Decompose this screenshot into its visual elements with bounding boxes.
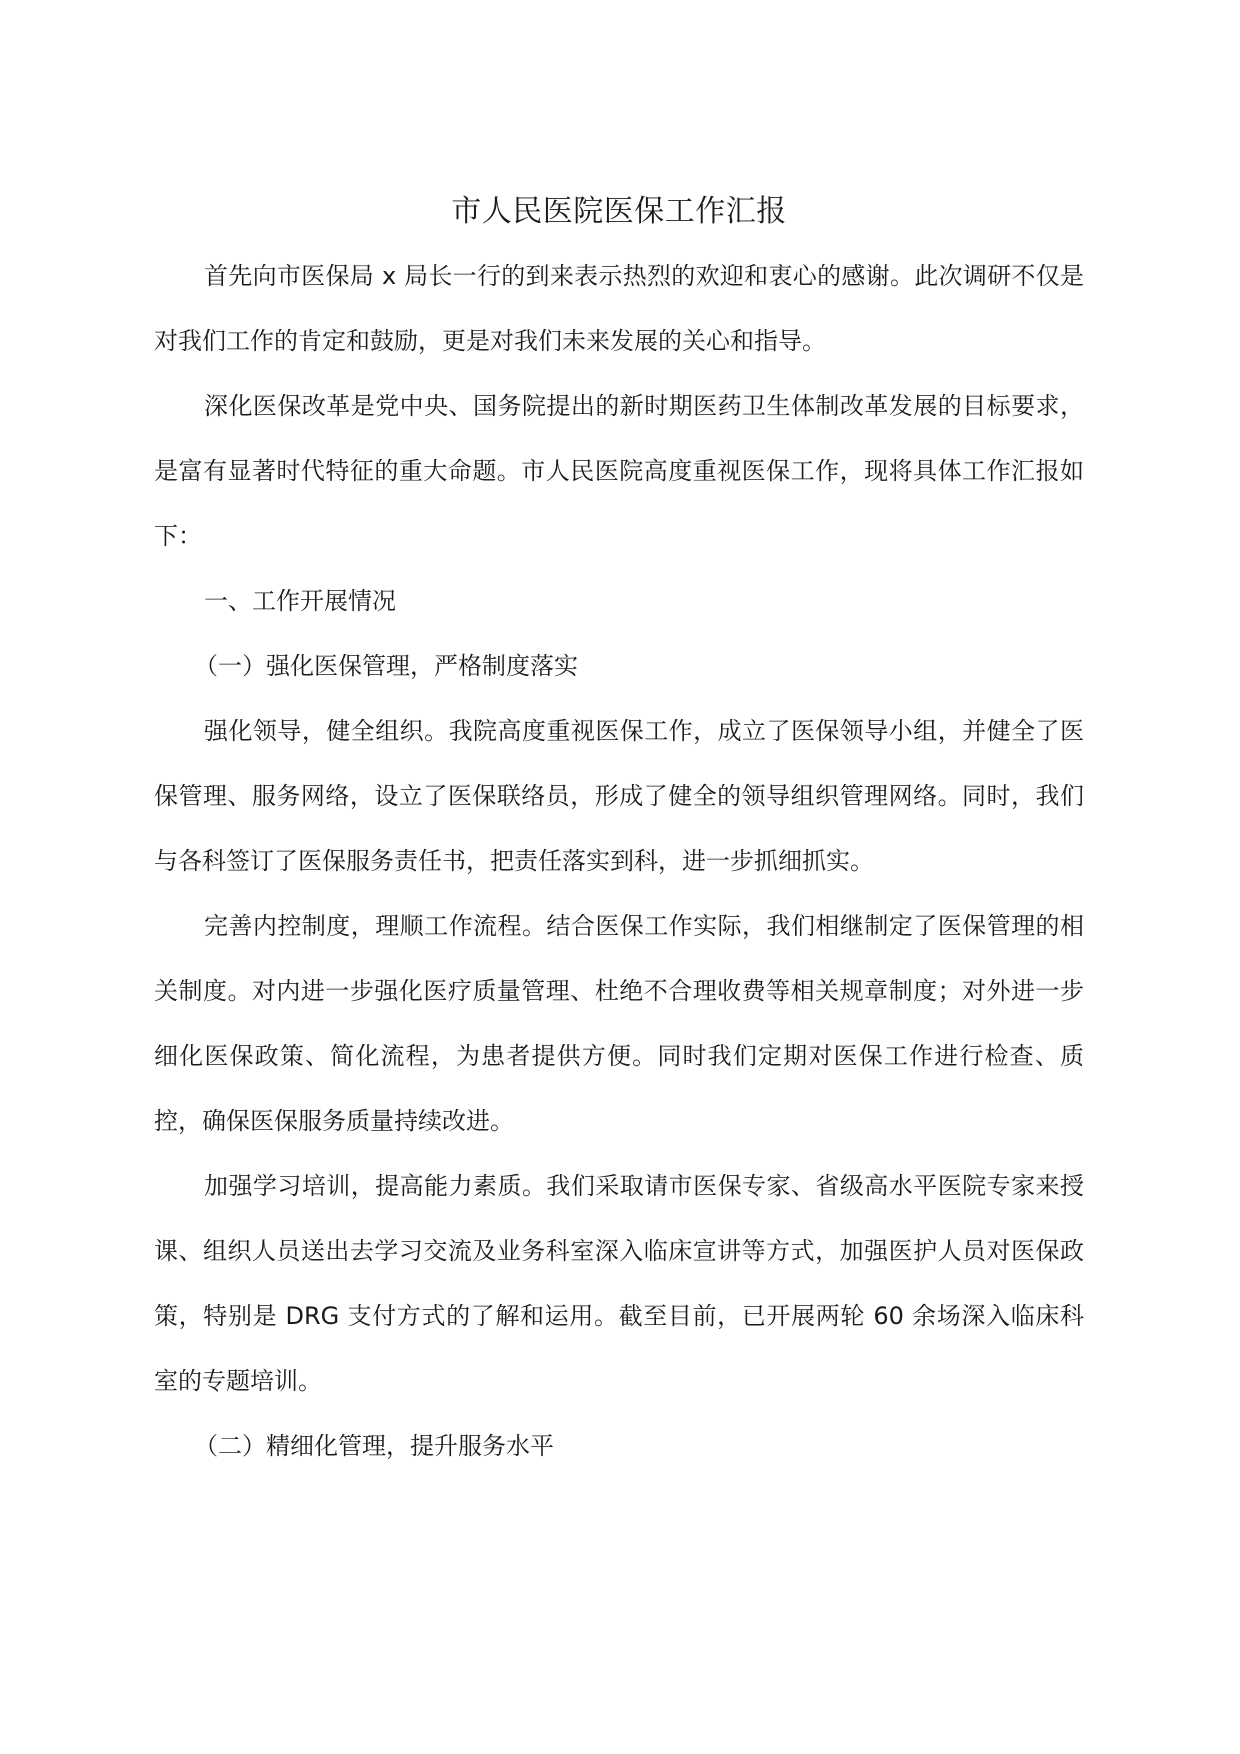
subsection-heading-1: （一）强化医保管理，严格制度落实 [194, 652, 578, 680]
subsection-heading-2: （二）精细化管理，提升服务水平 [194, 1432, 554, 1460]
body-paragraph-internal-control: 完善内控制度，理顺工作流程。结合医保工作实际，我们相继制定了医保管理的相关制度。对内进一步强化医疗质量管理、杜绝不合理收费等相关规章制度；对外进一步细化医保政策、简化流程，为患者提供方便。同时我们定期对医保工作进行检查、质控，确保医保服务质量持续改进。 [154, 912, 1084, 1135]
background-paragraph: 深化医保改革是党中央、国务院提出的新时期医药卫生体制改革发展的目标要求，是富有显著时代特征的重大命题。市人民医院高度重视医保工作，现将具体工作汇报如下： [154, 392, 1084, 550]
section-heading-1: 一、工作开展情况 [204, 587, 396, 615]
document-title: 市人民医院医保工作汇报 [451, 194, 787, 229]
body-paragraph-leadership: 强化领导，健全组织。我院高度重视医保工作，成立了医保领导小组，并健全了医保管理、服务网络，设立了医保联络员，形成了健全的领导组织管理网络。同时，我们与各科签订了医保服务责任书，把责任落实到科，进一步抓细抓实。 [154, 717, 1084, 875]
intro-paragraph: 首先向市医保局 x 局长一行的到来表示热烈的欢迎和衷心的感谢。此次调研不仅是对我们工作的肯定和鼓励，更是对我们未来发展的关心和指导。 [154, 262, 1084, 355]
document-page [154, 190, 1084, 1479]
body-paragraph-training: 加强学习培训，提高能力素质。我们采取请市医保专家、省级高水平医院专家来授课、组织人员送出去学习交流及业务科室深入临床宣讲等方式，加强医护人员对医保政策，特别是 DRG 支付方式的了解和运用。截至目前，已开展两轮 60 余场深入临床科室的专题培训。 [154, 1172, 1084, 1395]
